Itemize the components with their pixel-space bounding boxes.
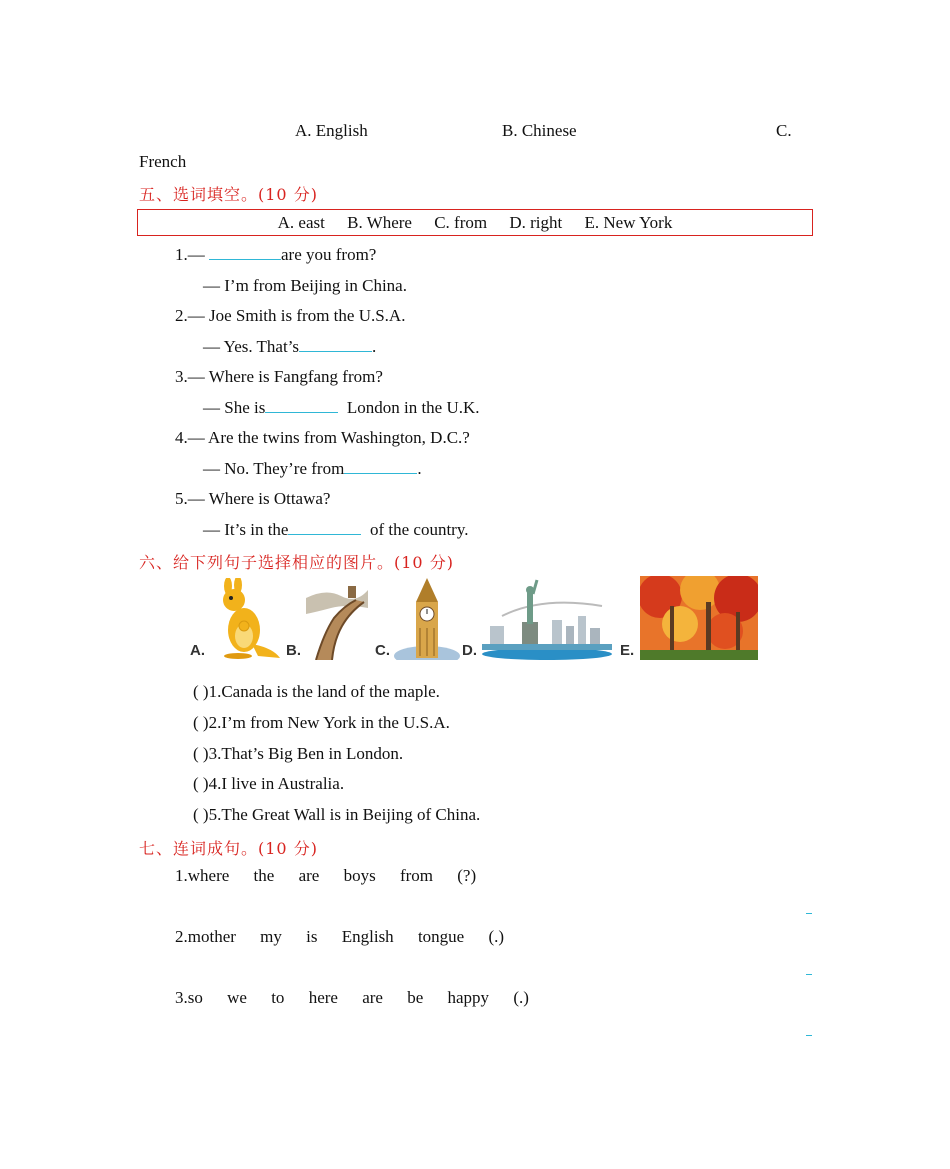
word-option: A. east (277, 213, 325, 232)
answer-blank[interactable] (209, 245, 281, 260)
word: English (341, 927, 394, 946)
answer-line-3[interactable] (806, 1035, 812, 1036)
answer-text: of the country. (369, 520, 469, 539)
answer-text: — It’s in the (203, 520, 289, 539)
s5-q1 (175, 245, 376, 265)
question-text: 1.— (175, 245, 205, 264)
word: (?) (457, 866, 477, 885)
word: (.) (488, 927, 505, 946)
answer-text: London in the U.K. (346, 398, 480, 417)
s6-item: ( )1.Canada is the land of the maple. (193, 682, 440, 701)
word-bank-box (137, 209, 813, 236)
great-wall-icon (306, 578, 368, 660)
maple-forest-icon (640, 576, 758, 660)
option-b: B. Chinese (502, 121, 577, 140)
s6-item: ( )4.I live in Australia. (193, 774, 345, 793)
answer-blank[interactable] (344, 459, 417, 474)
s6-item: ( )3.That’s Big Ben in London. (193, 744, 404, 763)
word-option: E. New York (584, 213, 673, 232)
word: boys (343, 866, 376, 885)
s5-a1: — I’m from Beijing in China. (203, 276, 407, 295)
s5-q4: 4.— Are the twins from Washington, D.C.? (175, 428, 470, 447)
word-option: B. Where (347, 213, 412, 232)
word-option: C. from (434, 213, 488, 232)
word: here (308, 988, 338, 1007)
section6-title: 六、给下列句子选择相应的图片。(10 分) (139, 553, 454, 572)
s5-a3 (203, 398, 480, 418)
word: happy (447, 988, 490, 1007)
image-label: A. (190, 642, 205, 659)
option-a: A. English (295, 121, 368, 140)
section7-title: 七、连词成句。(10 分) (139, 839, 318, 858)
option-c: C. (776, 121, 792, 140)
word: the (253, 866, 275, 885)
answer-text: — No. They’re from (203, 459, 345, 478)
option-c-text: French (139, 152, 187, 171)
s7-item-2 (175, 927, 504, 947)
word-bank (138, 213, 812, 233)
s5-a4 (203, 459, 422, 479)
answer-line-2[interactable] (806, 974, 812, 975)
word: be (407, 988, 424, 1007)
section5-title: 五、选词填空。(10 分) (139, 185, 318, 204)
statue-of-liberty-icon (482, 576, 612, 660)
s6-item: ( )5.The Great Wall is in Beijing of China. (193, 805, 481, 824)
s6-item: ( )2.I’m from New York in the U.S.A. (193, 713, 450, 732)
image-label: C. (375, 642, 390, 659)
word: my (260, 927, 282, 946)
s5-a5 (203, 520, 468, 540)
word: (.) (513, 988, 529, 1007)
word: are (298, 866, 320, 885)
kangaroo-icon (208, 578, 283, 660)
word: are (362, 988, 383, 1007)
answer-text: . (417, 459, 422, 478)
answer-text: . (372, 337, 377, 356)
question-text: are you from? (281, 245, 377, 264)
answer-blank[interactable] (299, 337, 372, 352)
word: we (227, 988, 247, 1007)
s5-q5: 5.— Where is Ottawa? (175, 489, 331, 508)
word-option: D. right (509, 213, 563, 232)
answer-blank[interactable] (265, 398, 338, 413)
answer-line-1[interactable] (806, 913, 812, 914)
s5-q2: 2.— Joe Smith is from the U.S.A. (175, 306, 406, 325)
word: 2.mother (175, 927, 236, 946)
image-label: B. (286, 642, 301, 659)
picture-row (190, 574, 770, 664)
image-label: D. (462, 642, 477, 659)
s7-item-1 (175, 866, 476, 886)
answer-text: — Yes. That’s (203, 337, 300, 356)
image-label: E. (620, 642, 635, 659)
s7-item-3 (175, 988, 529, 1008)
word: from (399, 866, 433, 885)
big-ben-icon (394, 576, 460, 660)
word: tongue (417, 927, 465, 946)
word: is (306, 927, 318, 946)
word: 1.where (175, 866, 230, 885)
answer-text: — She is (203, 398, 266, 417)
word: to (271, 988, 285, 1007)
answer-blank[interactable] (288, 520, 361, 535)
s5-a2 (203, 337, 376, 357)
word: 3.so (175, 988, 203, 1007)
s5-q3: 3.— Where is Fangfang from? (175, 367, 383, 386)
